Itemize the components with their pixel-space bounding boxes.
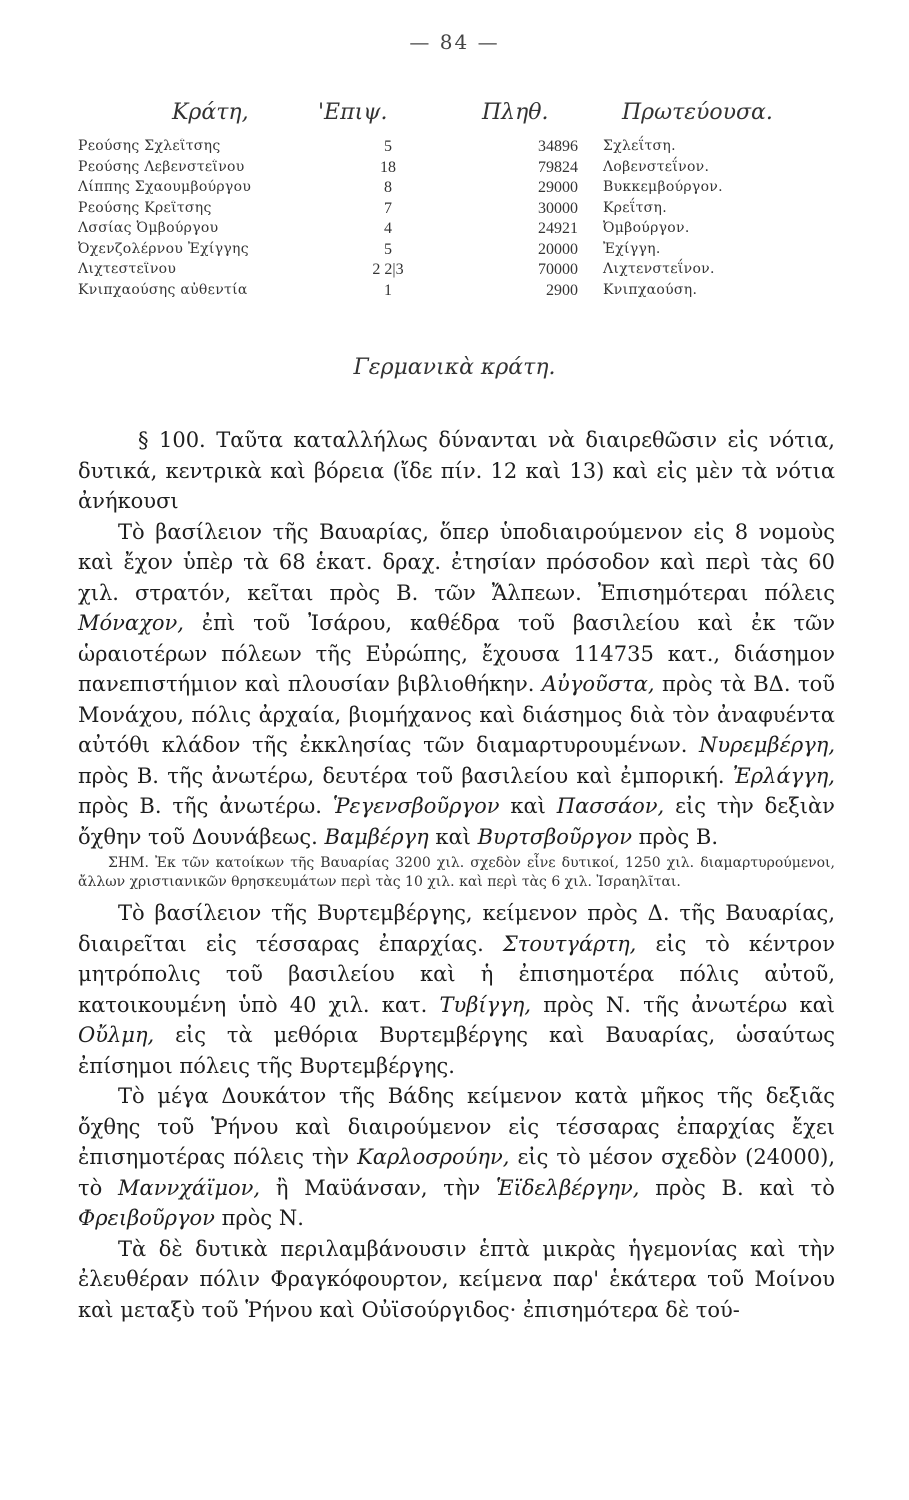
text-span: ἐπὶ τοῦ Ἰσάρου, καθέδρα τοῦ βασιλείου καὶ ἐκ τῶν ὡραιοτέρων πόλεων τῆς Εὐρώπης, ἔχουσα 114735 κατ., διάσημον πανεπιστήμιον καὶ πλουσίαν βιβλιοθήκην. (78, 611, 835, 696)
section-title: Γερμανικὰ κράτη. (353, 355, 556, 380)
state-population: 79824 (538, 158, 578, 176)
state-capital: Λοβενστεΐνον. (603, 158, 710, 175)
header-population: Πληθ. (482, 100, 549, 125)
city-name: Βαμβέργη (324, 824, 429, 849)
table-row (78, 138, 798, 159)
state-votes: 8 (384, 179, 392, 196)
city-name: Ἐρλάγγη, (732, 763, 835, 788)
state-capital: Κνιπχαούση. (603, 281, 698, 298)
state-votes: 4 (384, 220, 392, 237)
state-population: 30000 (538, 199, 578, 217)
table-row (78, 220, 798, 241)
text-span: πρὸς Β. τῆς ἀνωτέρω, δευτέρα τοῦ βασιλείου καὶ ἐμπορική. (78, 763, 725, 788)
state-name: Κνιπχαούσης αὐθεντία (78, 281, 248, 298)
footnote: ΣΗΜ. Ἐκ τῶν κατοίκων τῆς Βαυαρίας 3200 χιλ. σχεδὸν εἶνε δυτικοί, 1250 χιλ. διαμαρτυρούμενοι, ἄλλων χριστιανικῶν θρησκευμάτων περὶ τὰς 10 χιλ. καὶ περὶ τὰς 6 χιλ. Ἰσραηλῖται. (78, 855, 835, 890)
state-capital: Λιχτενστεΐνον. (603, 261, 715, 277)
city-name: Πασσάον, (556, 794, 665, 818)
header-state: Κράτη, (172, 100, 249, 125)
table-headers (0, 100, 909, 136)
state-name: Ὀχενζολέρνου Ἐχίγγης (78, 240, 249, 257)
state-population: 34896 (538, 138, 578, 155)
city-name: Φρειβοῦργον (78, 1206, 215, 1230)
state-votes: 1 (384, 281, 392, 299)
city-name: Καρλοσρούην, (357, 1145, 510, 1169)
header-votes: 'Επιψ. (318, 100, 388, 125)
text-span: πρὸς Ν. (221, 1206, 304, 1230)
paragraph-100: § 100. Ταῦτα καταλλήλως δύνανται νὰ διαιρεθῶσιν εἰς νότια, δυτικά, κεντρικὰ καὶ βόρεια (ἴδε πίν. 12 καὶ 13) καὶ εἰς μὲν τὰ νότια ἀνήκουσι (78, 428, 835, 513)
state-name: Λίππης Σχαουμβούργου (78, 179, 252, 195)
text-span: καὶ (510, 794, 546, 818)
city-name: Νυρεμβέργη, (699, 733, 835, 757)
paragraph-bavaria (78, 517, 835, 853)
text-span: πρὸς Β. (638, 824, 718, 849)
state-votes: 18 (380, 158, 396, 176)
city-name: Ῥεγενσβοῦργον (332, 794, 500, 818)
city-name: Βυρτσβοῦργον (477, 824, 632, 849)
state-votes: 5 (384, 240, 392, 258)
state-capital: Σχλεΐτση. (603, 138, 676, 154)
state-population: 29000 (538, 179, 578, 196)
paragraph-western: Τὰ δὲ δυτικὰ περιλαμβάνουσιν ἑπτὰ μικρὰς ἡγεμονίας καὶ τὴν ἐλευθέραν πόλιν Φραγκόφουρτον, κείμενα παρ' ἑκάτερα τοῦ Μοίνου καὶ μεταξὺ τοῦ Ῥήνου καὶ Οὐϊσούργιδος· ἐπισημότερα δὲ τού- (78, 1236, 835, 1322)
state-votes: 7 (384, 199, 392, 217)
state-population: 24921 (538, 220, 578, 237)
text-span: εἰς τὴν δεξιὰν ὄχθην τοῦ Δουνάβεως. (78, 794, 835, 849)
text-span: πρὸς Β. καὶ τὸ (655, 1175, 835, 1200)
header-capital: Πρωτεύουσα. (622, 100, 773, 125)
state-votes: 2 2|3 (372, 261, 404, 278)
city-name: Ἑϊδελβέργην, (496, 1175, 640, 1200)
body-text (78, 425, 835, 1325)
city-name: Στουτγάρτη, (502, 931, 637, 956)
state-name: Ρεούσης Κρεΐτσης (78, 199, 212, 216)
city-name: Μαννχάϊμον, (118, 1175, 261, 1200)
state-votes: 5 (384, 138, 392, 155)
text-span: πρὸς Ν. τῆς ἀνωτέρω καὶ (543, 992, 835, 1017)
page-number: — 84 — (409, 30, 500, 54)
state-capital: Ὀμβούργον. (603, 220, 690, 236)
text-span: Τὸ βασίλειον τῆς Βαυαρίας, ὅπερ ὑποδιαιρούμενον εἰς 8 νομοὺς καὶ ἔχον ὑπὲρ τὰ 68 ἑκατ. δραχ. ἐτησίαν πρόσοδον καὶ περὶ τὰς 60 χιλ. στρατόν, κεῖται πρὸς Β. τῶν Ἄλπεων. Ἐπισημότεραι πόλεις (78, 519, 835, 605)
text-span: ἢ Μαϋάνσαν, τὴν (275, 1175, 481, 1200)
state-capital: Βυκκεμβούργον. (603, 179, 723, 195)
text-span: πρὸς Β. τῆς ἀνωτέρω. (78, 794, 322, 818)
text-span: πρὸς τὰ ΒΔ. τοῦ Μονάχου, πόλις ἀρχαία, βιομήχανος καὶ διάσημος διὰ τὸν ἀναφυέντα αὐτόθι κλάδον τῆς ἐκκλησίας τῶν διαμαρτυρουμένων. (78, 672, 835, 757)
table-row (78, 241, 798, 262)
city-name: Τυβίγγη, (439, 992, 532, 1017)
text-span: Τὸ βασίλειον τῆς Βυρτεμβέργης, κείμενον πρὸς Δ. τῆς Βαυαρίας, διαιρεῖται εἰς τέσσαρας ἐπαρχίας. (78, 901, 835, 956)
text-span: εἰς τὸ μέσον σχεδὸν (24000), τὸ (78, 1145, 835, 1200)
states-table (78, 138, 798, 302)
text-span: Τὸ μέγα Δουκάτον τῆς Βάδης κείμενον κατὰ μῆκος τῆς δεξιᾶς ὄχθης τοῦ Ῥήνου καὶ διαιρούμενον εἰς τέσσαρας ἐπαρχίας ἔχει ἐπισημοτέρας πόλεις τὴν (78, 1084, 835, 1169)
paragraph-baden (78, 1081, 835, 1234)
text-span: εἰς τὰ μεθόρια Βυρτεμβέργης καὶ Βαυαρίας, ὡσαύτως ἐπίσημοι πόλεις τῆς Βυρτεμβέργης. (78, 1023, 835, 1078)
table-row (78, 261, 798, 282)
table-row (78, 179, 798, 200)
state-population: 20000 (538, 240, 578, 258)
state-name: Ρεούσης Λεβενστεΐνου (78, 158, 245, 175)
state-name: Ρεούσης Σχλεΐτσης (78, 138, 221, 154)
city-name: Αὐγοῦστα, (541, 672, 655, 696)
state-capital: Κρεΐτση. (603, 199, 667, 216)
state-name: Λσσίας Ὀμβούργου (78, 220, 219, 236)
paragraph-wurttemberg (78, 898, 835, 1081)
city-name: Μόναχον, (78, 611, 184, 635)
text-span: καὶ (435, 824, 471, 849)
state-capital: Ἐχίγγη. (603, 240, 661, 257)
text-span: εἰς τὸ κέντρον μητρόπολις τοῦ βασιλείου καὶ ἡ ἐπισημοτέρα πόλις αὐτοῦ, κατοικουμένη ὑπὸ 40 χιλ. κατ. (78, 931, 835, 1017)
state-population: 70000 (538, 261, 578, 278)
table-row (78, 159, 798, 180)
table-row (78, 200, 798, 221)
city-name: Οὔλμη, (78, 1023, 155, 1047)
state-population: 2900 (546, 281, 578, 299)
table-row (78, 282, 798, 303)
state-name: Λιχτεστεΐνου (78, 261, 177, 277)
